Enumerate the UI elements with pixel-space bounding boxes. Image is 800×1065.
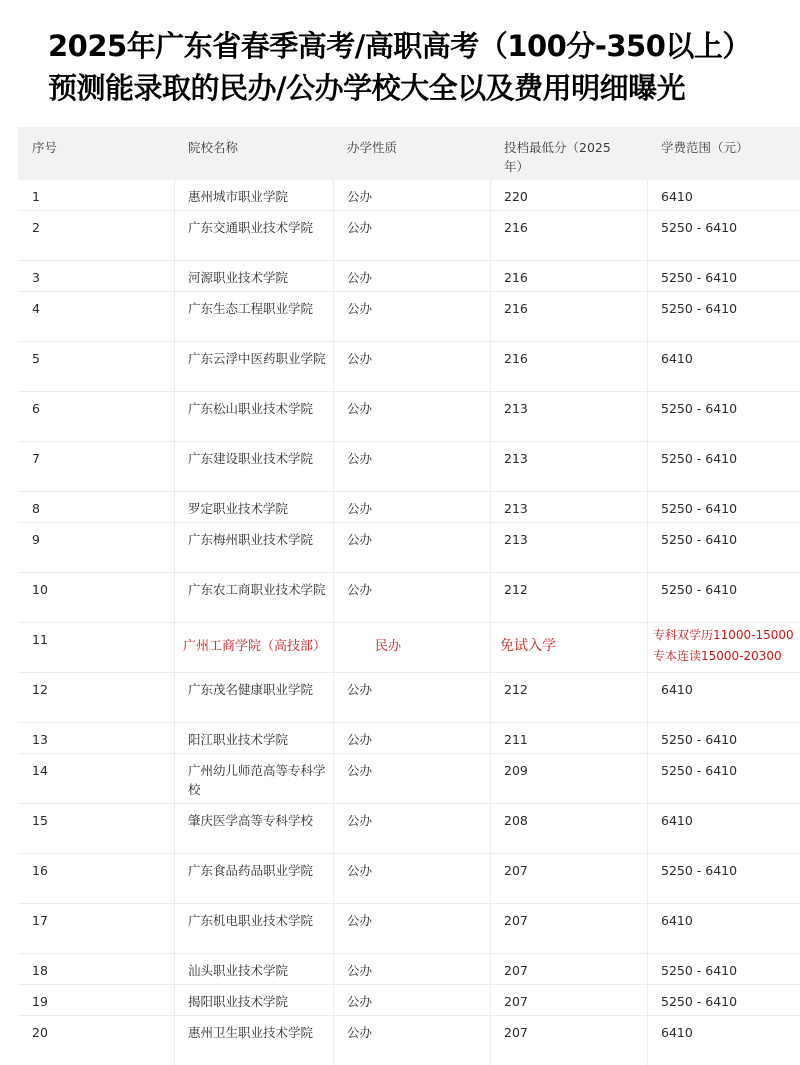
cell-score: 207 [504,863,528,878]
cell-no: 15 [32,813,48,828]
cell-score: 207 [504,994,528,1009]
table-row [18,1016,800,1065]
cell-no: 9 [32,532,40,547]
cell-no: 2 [32,220,40,235]
cell-name: 广东松山职业技术学院 [188,401,314,416]
cell-type: 公办 [347,270,373,285]
cell-fee: 5250 - 6410 [661,863,738,878]
cell-score: 212 [504,682,528,697]
cell-score: 212 [504,582,528,597]
cell-no: 13 [32,732,48,747]
cell-no: 8 [32,501,40,516]
cell-no: 10 [32,582,48,597]
title-line-2: 预测能录取的民办/公办学校大全以及费用明细曝光 [48,71,686,105]
cell-score: 213 [504,532,528,547]
cell-fee: 5250 - 6410 [661,532,738,547]
cell-no: 19 [32,994,48,1009]
header-name: 院校名称 [188,140,239,155]
header-type: 办学性质 [347,140,398,155]
table-header [18,127,800,180]
cell-score: 211 [504,732,528,747]
table-row [18,523,800,573]
cell-fee: 5250 - 6410 [661,732,738,747]
table-row [18,392,800,442]
cell-name: 河源职业技术学院 [188,270,289,285]
cell-type: 公办 [347,732,373,747]
header-fee: 学费范围（元） [661,140,749,155]
cell-name: 肇庆医学高等专科学校 [188,813,314,828]
cell-fee: 6410 [661,1025,693,1040]
cell-no: 14 [32,763,48,778]
header-no: 序号 [32,140,58,155]
cell-no: 16 [32,863,48,878]
cell-name: 汕头职业技术学院 [188,963,289,978]
table-row [18,623,800,673]
cell-type: 公办 [347,532,373,547]
cell-name: 阳江职业技术学院 [188,732,289,747]
cell-type: 民办 [375,639,402,654]
cell-name: 揭阳职业技术学院 [188,994,289,1009]
cell-fee: 5250 - 6410 [661,220,738,235]
cell-score: 216 [504,351,528,366]
cell-fee: 5250 - 6410 [661,451,738,466]
cell-score: 216 [504,301,528,316]
table-row [18,292,800,342]
column-divider [647,180,648,1065]
column-divider [490,180,491,1065]
cell-fee: 6410 [661,189,693,204]
table-row [18,904,800,954]
table-row [18,492,800,523]
table-row [18,442,800,492]
cell-no: 3 [32,270,40,285]
school-table [18,127,800,1065]
cell-type: 公办 [347,963,373,978]
cell-no: 6 [32,401,40,416]
cell-no: 20 [32,1025,48,1040]
cell-type: 公办 [347,763,373,778]
fee-line-2: 专本连读15000-20300 [653,649,782,663]
cell-score: 207 [504,963,528,978]
table-row [18,723,800,754]
fee-line-1: 专科双学历11000-15000 [653,628,794,642]
title-line-1: 2025年广东省春季高考/高职高考（100分-350以上） [48,29,751,63]
cell-no: 17 [32,913,48,928]
cell-score: 209 [504,763,528,778]
table-row [18,261,800,292]
table-row [18,180,800,211]
cell-name: 广州工商学院（高技部） [183,639,327,654]
cell-fee: 5250 - 6410 [661,994,738,1009]
cell-fee: 5250 - 6410 [661,401,738,416]
cell-no: 7 [32,451,40,466]
table-row [18,573,800,623]
cell-type: 公办 [347,682,373,697]
cell-fee: 6410 [661,913,693,928]
cell-fee: 6410 [661,813,693,828]
cell-type: 公办 [347,451,373,466]
cell-name: 广东交通职业技术学院 [188,220,314,235]
cell-no: 5 [32,351,40,366]
column-divider [174,180,175,1065]
cell-score: 216 [504,220,528,235]
cell-no: 4 [32,301,40,316]
cell-fee: 5250 - 6410 [661,270,738,285]
cell-type: 公办 [347,913,373,928]
cell-fee: 5250 - 6410 [661,763,738,778]
cell-name: 广州幼儿师范高等专科学校 [188,763,326,797]
header-score: 投档最低分（2025年） [504,140,611,174]
cell-fee: 5250 - 6410 [661,501,738,516]
cell-score: 216 [504,270,528,285]
table-row [18,673,800,723]
table-row [18,342,800,392]
cell-name: 广东茂名健康职业学院 [188,682,314,697]
cell-type: 公办 [347,582,373,597]
cell-score: 213 [504,451,528,466]
cell-no: 12 [32,682,48,697]
page-title [0,0,800,122]
table-row [18,954,800,985]
cell-no: 1 [32,189,40,204]
cell-name: 广东农工商职业技术学院 [188,582,326,597]
table-row [18,985,800,1016]
cell-fee [653,625,792,667]
cell-name: 广东建设职业技术学院 [188,451,314,466]
cell-name: 惠州卫生职业技术学院 [188,1025,314,1040]
cell-fee: 6410 [661,682,693,697]
cell-type: 公办 [347,1025,373,1040]
cell-score: 207 [504,1025,528,1040]
cell-score: 208 [504,813,528,828]
cell-fee: 6410 [661,351,693,366]
column-divider [333,180,334,1065]
cell-type: 公办 [347,501,373,516]
cell-name: 广东梅州职业技术学院 [188,532,314,547]
cell-no: 11 [32,632,48,647]
cell-score: 213 [504,401,528,416]
cell-type: 公办 [347,351,373,366]
cell-score: 220 [504,189,528,204]
cell-name: 罗定职业技术学院 [188,501,289,516]
cell-type: 公办 [347,189,373,204]
cell-no: 18 [32,963,48,978]
cell-type: 公办 [347,863,373,878]
cell-fee: 5250 - 6410 [661,963,738,978]
cell-type: 公办 [347,994,373,1009]
cell-type: 公办 [347,401,373,416]
table-row [18,754,800,804]
cell-type: 公办 [347,220,373,235]
cell-type: 公办 [347,813,373,828]
table-row [18,211,800,261]
cell-name: 广东云浮中医药职业学院 [188,351,326,366]
cell-score: 213 [504,501,528,516]
table-row [18,854,800,904]
cell-score: 免试入学 [500,638,556,654]
table-row [18,804,800,854]
cell-type: 公办 [347,301,373,316]
cell-fee: 5250 - 6410 [661,301,738,316]
cell-fee: 5250 - 6410 [661,582,738,597]
cell-name: 惠州城市职业学院 [188,189,289,204]
cell-name: 广东生态工程职业学院 [188,301,314,316]
cell-name: 广东机电职业技术学院 [188,913,314,928]
cell-score: 207 [504,913,528,928]
cell-name: 广东食品药品职业学院 [188,863,314,878]
